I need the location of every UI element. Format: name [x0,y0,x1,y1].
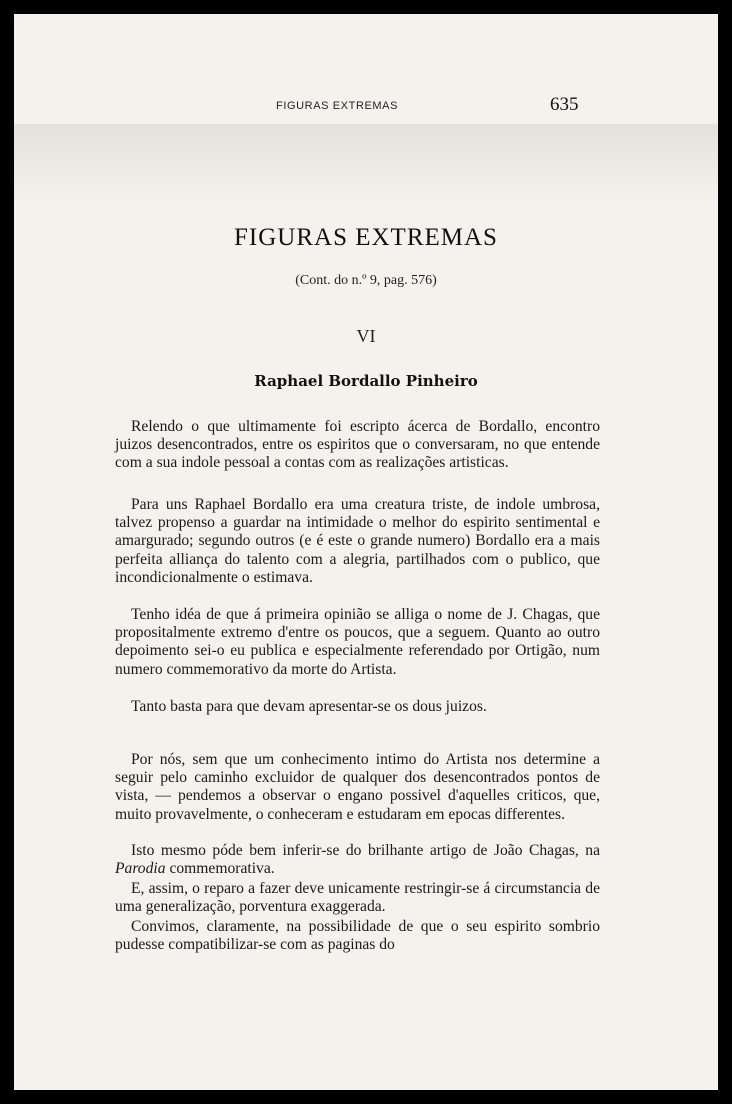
paragraph-text: Isto mesmo póde bem inferir-se do brilhante artigo de João Chagas, na [131,842,600,859]
paragraph: Convimos, claramente, na possibilidade de que o seu espirito sombrio pudesse compatibilizar-se com as paginas do [115,918,600,954]
paragraph: Para uns Raphael Bordallo era uma creatura triste, de indole umbrosa, talvez propenso a guardar na intimidade o melhor do espirito sentimental e amargurado; segundo outros (e é este o grande numero) Bordallo era a mais perfeita alliança do talento com a alegria, partilhados com o publico, que incondicionalmente o estimava. [115,496,600,586]
section-heading: Raphael Bordallo Pinheiro [254,372,478,390]
bleed-through-shadow [14,124,718,204]
running-head-title: FIGURAS EXTREMAS [276,100,399,112]
running-head [14,94,718,118]
section-number: VI [356,326,376,346]
paragraph [115,842,600,878]
paragraph: Tenho idéa de que á primeira opinião se alliga o nome de J. Chagas, que propositalmente extremo d'entre os poucos, que a seguem. Quanto ao outro depoimento sei-o eu publica e especialmente referendado por Ortigão, num numero commemorativo da morte do Artista. [115,606,600,678]
publication-title: Parodia [115,860,166,878]
paragraph: E, assim, o reparo a fazer deve unicamente restringir-se á circumstancia de uma generalização, porventura exaggerada. [115,880,600,916]
article-title: FIGURAS EXTREMAS [234,224,498,251]
paragraph: Tanto basta para que devam apresentar-se os dous juizos. [131,698,487,715]
book-page [14,14,718,1090]
paragraph-text: commemorativa. [165,860,275,878]
paragraph: Relendo o que ultimamente foi escripto ácerca de Bordallo, encontro juizos desencontrados, entre os espiritos que o conversaram, no que entende com a sua indole pessoal a contas com as realizações artisticas. [115,418,600,472]
page-number: 635 [550,94,579,115]
article-subtitle: (Cont. do n.º 9, pag. 576) [295,273,437,288]
paragraph: Por nós, sem que um conhecimento intimo do Artista nos determine a seguir pelo caminho excluidor de qualquer dos desencontrados pontos de vista, — pendemos a observar o engano possivel d'aquelles criticos, que, muito provavelmente, o conheceram e estudaram em epocas differentes. [115,751,600,823]
